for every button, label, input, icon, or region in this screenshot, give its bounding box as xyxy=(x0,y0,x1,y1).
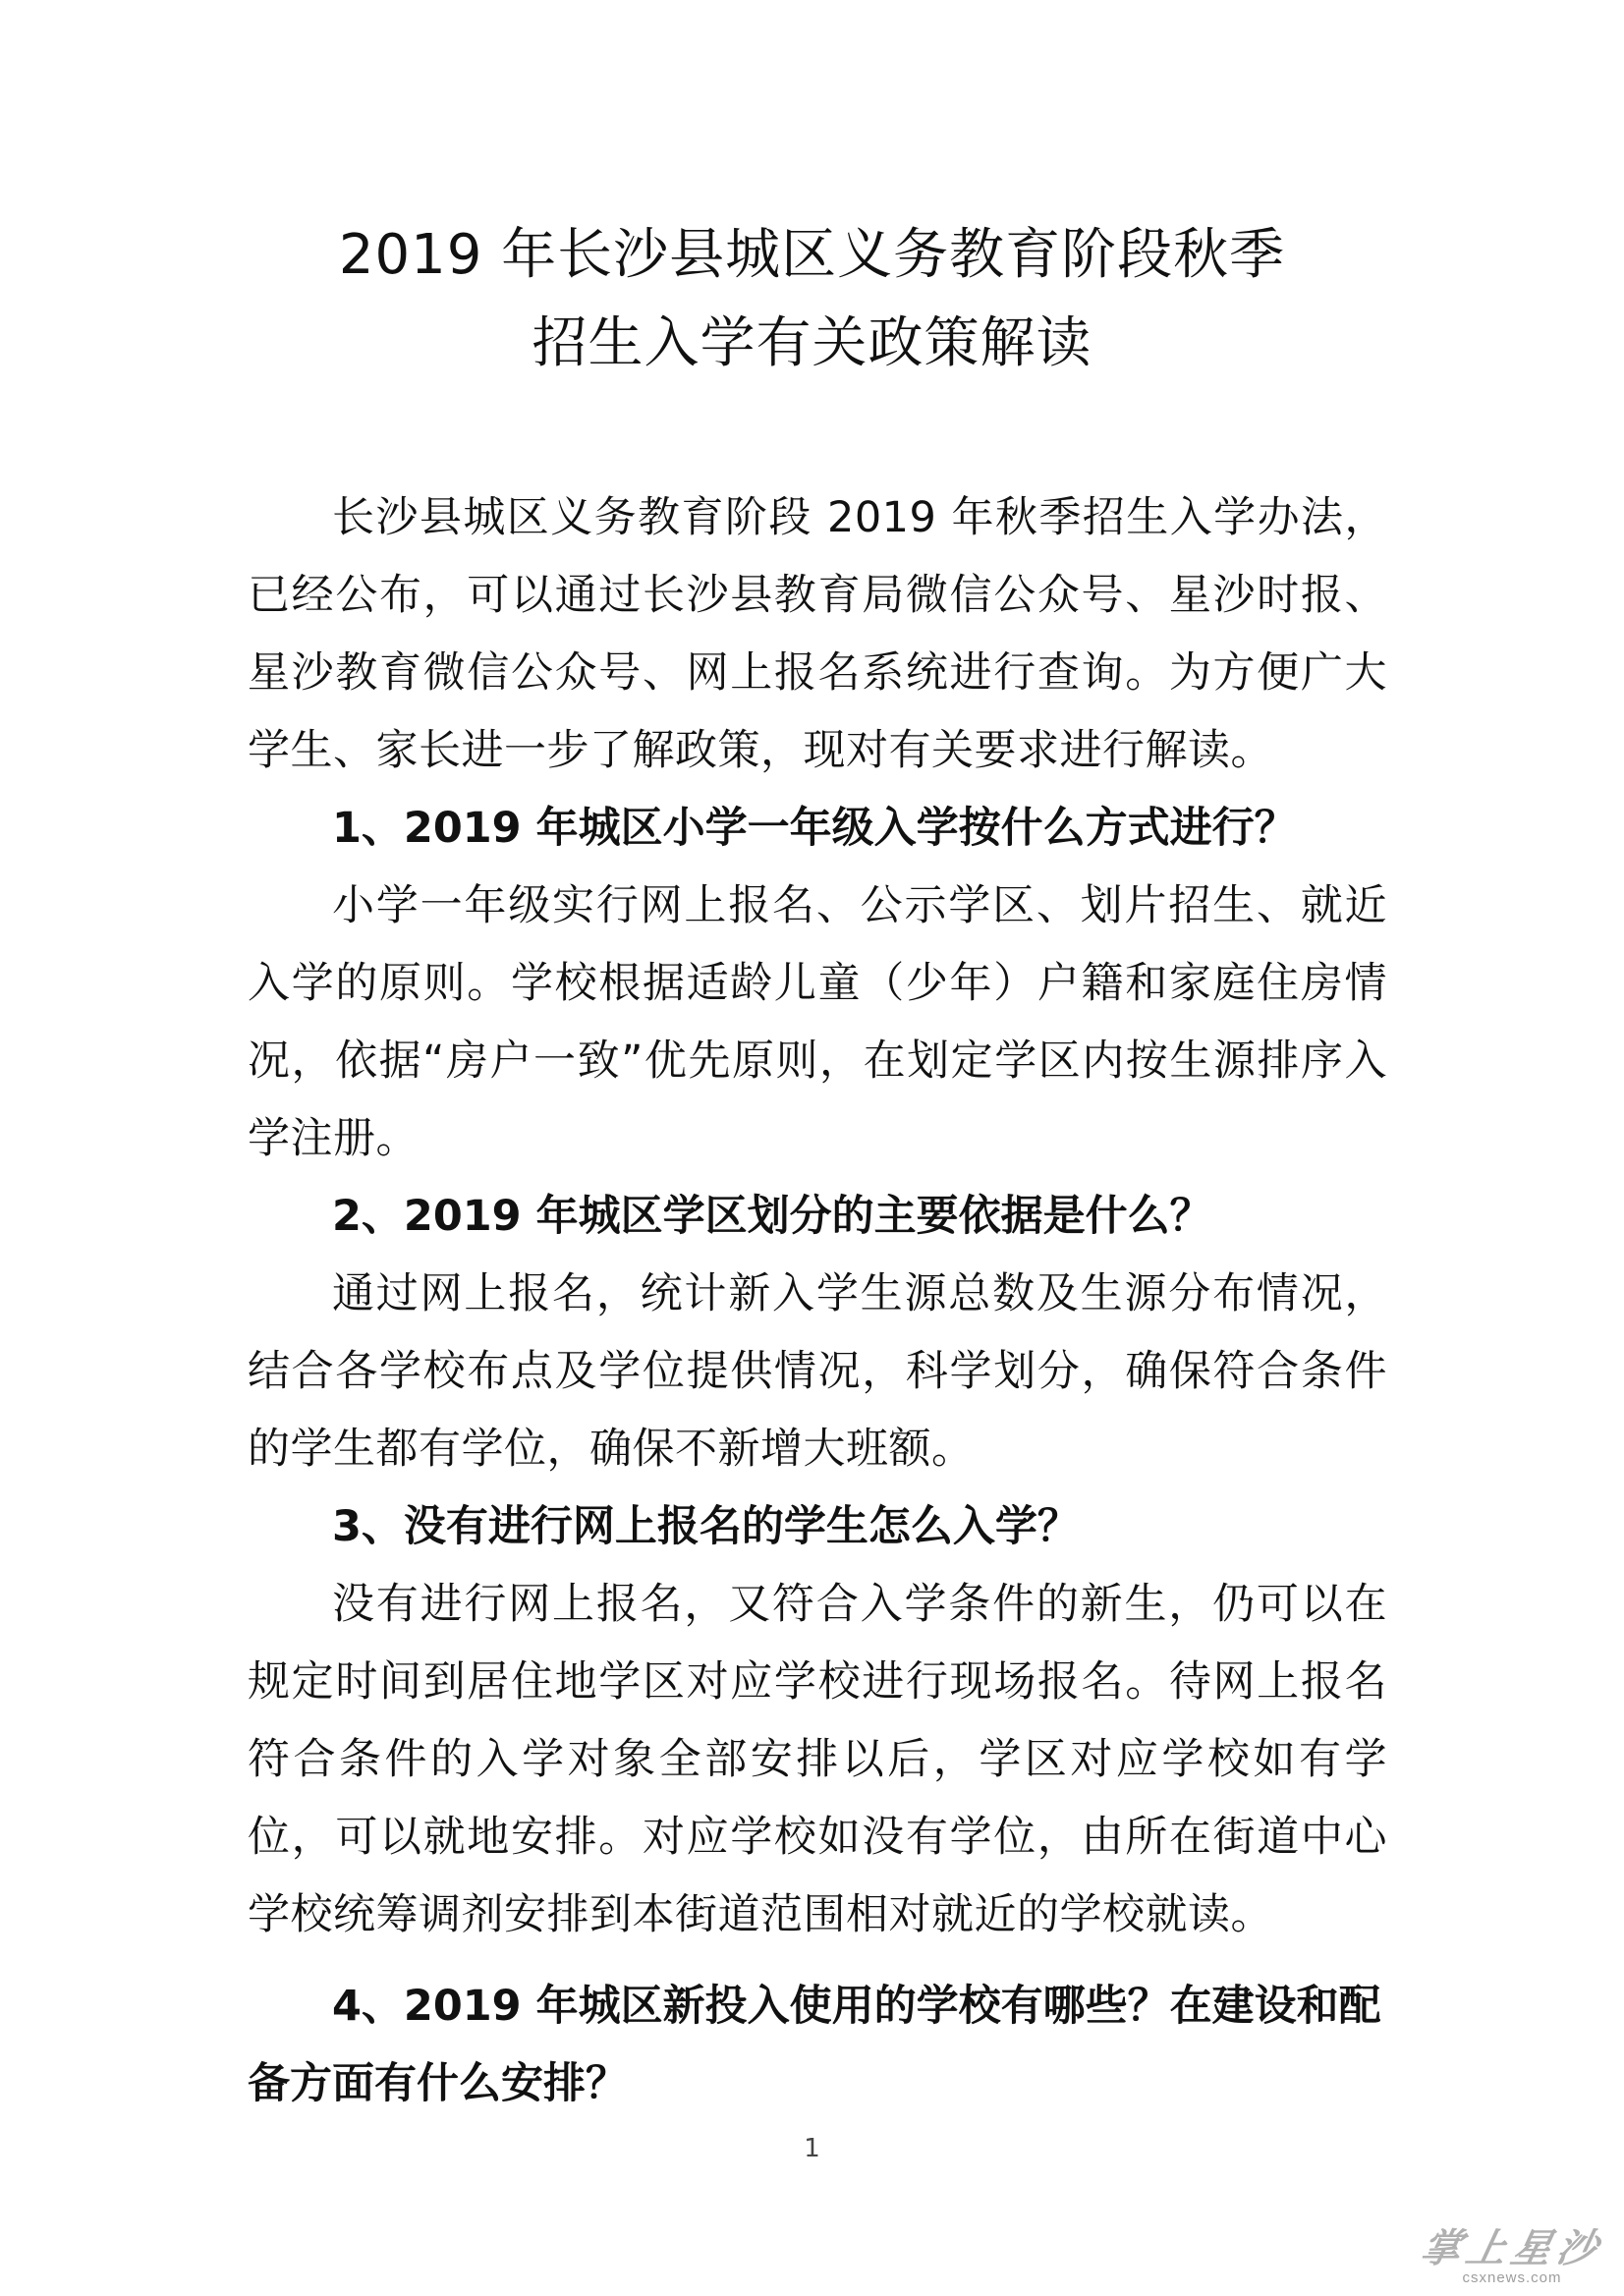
section-3-heading: 3、没有进行网上报名的学生怎么入学？ xyxy=(332,1502,1080,1551)
section-1-body: 小学一年级实行网上报名、公示学区、划片招生、就近入学的原则。学校根据适龄儿童（少年）户籍和家庭住房情况，依据“房户一致”优先原则，在划定学区内按生源排序入学注册。 xyxy=(248,881,1387,1163)
watermark-text: 掌上星沙 xyxy=(1417,2225,1608,2271)
section-3-body: 没有进行网上报名，又符合入学条件的新生，仍可以在规定时间到居住地学区对应学校进行现场报名。待网上报名符合条件的入学对象全部安排以后，学区对应学校如有学位，可以就地安排。对应学校如没有学位，由所在街道中心学校统筹调剂安排到本街道范围相对就近的学校就读。 xyxy=(248,1580,1387,1939)
watermark-url: csxnews.com xyxy=(1462,2269,1562,2286)
document-title xyxy=(0,211,1624,388)
section-2-body: 通过网上报名，统计新入学生源总数及生源分布情况，结合各学校布点及学位提供情况，科学划分，确保符合条件的学生都有学位，确保不新增大班额。 xyxy=(248,1269,1387,1474)
section-4-heading: 4、2019 年城区新投入使用的学校有哪些？在建设和配备方面有什么安排？ xyxy=(248,1982,1381,2108)
page-number: 1 xyxy=(804,2134,820,2163)
document-body xyxy=(248,479,1387,2123)
title-line-2: 招生入学有关政策解读 xyxy=(532,311,1092,375)
title-line-1: 2019 年长沙县城区义务教育阶段秋季 xyxy=(338,223,1286,287)
section-2-heading: 2、2019 年城区学区划分的主要依据是什么？ xyxy=(332,1192,1212,1241)
intro-paragraph: 长沙县城区义务教育阶段 2019 年秋季招生入学办法，已经公布，可以通过长沙县教育局微信公众号、星沙时报、星沙教育微信公众号、网上报名系统进行查询。为方便广大学生、家长进一步了解政策，现对有关要求进行解读。 xyxy=(248,493,1387,775)
watermark-logo xyxy=(1414,2227,1610,2288)
section-1-heading: 1、2019 年城区小学一年级入学按什么方式进行？ xyxy=(332,804,1297,853)
